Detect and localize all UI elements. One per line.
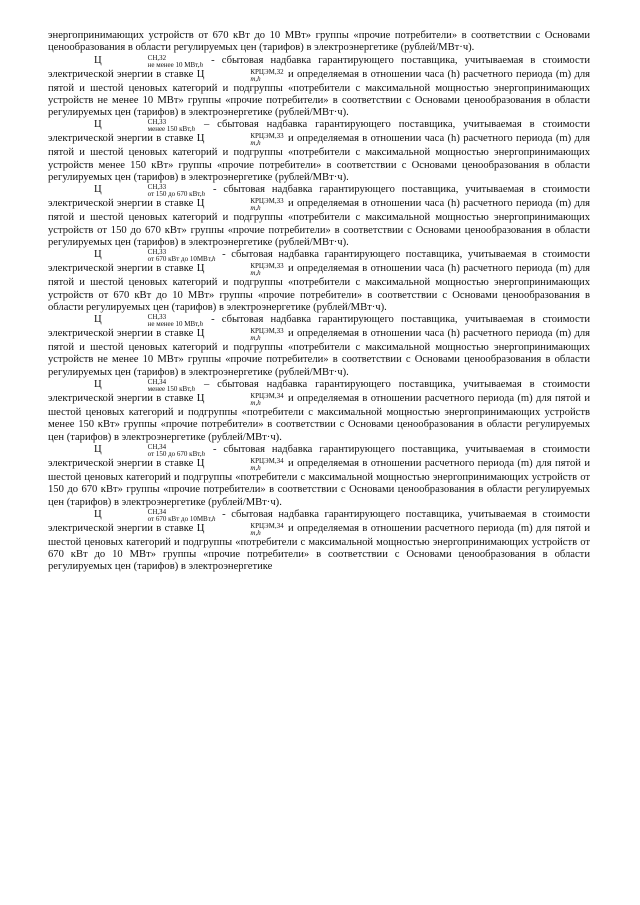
symbol-subscript-text: от 670 кВт до 10МВт,: [147, 514, 212, 523]
symbol-subscript-text: от 150 до 670 кВт,: [147, 190, 202, 199]
symbol-subscript-italic: h: [201, 449, 206, 458]
symbol-subscript-text: от 150 до 670 кВт,: [147, 449, 202, 458]
stavka-indices: [204, 523, 283, 537]
stavka-indices: [204, 263, 283, 277]
definition-tail: и определяемая в отношении расчетного периода (m) для пятой и шестой ценовых категорий и подгруппы «потребители с максимальной мощностью энергопринимающих устройств от 150 до 670 кВт» группы «прочие потребители» в соответствии с Основами ценообразования в области регулируемых цен (тарифов) в электроэнергетике (рублей/МВт·ч).: [48, 457, 590, 508]
stavka-letter: Ц: [196, 198, 205, 210]
symbol-subscript-italic: h: [199, 320, 203, 329]
definition-lead: – сбытовая надбавка гарантирующего поставщика, учитываемая в стоимости: [203, 119, 590, 131]
stavka-prefix: электрической энергии в ставке: [48, 263, 194, 275]
symbol-letter: Ц: [94, 184, 102, 196]
stavka-letter: Ц: [196, 457, 205, 469]
stavka-superscript: КРЦЭМ,З3: [250, 327, 284, 336]
symbol-subscript: [102, 451, 205, 458]
definition-tail: и определяемая в отношении часа (h) расчетного периода (m) для пятой и шестой ценовых категорий и подгруппы «потребители с максимальной мощностью энергопринимающих устройств от 150 до 670 кВт» группы «прочие потребители» в соответствии с Основами ценообразования в области регулируемых цен (тарифов) в электроэнергетике (рублей/МВт·ч).: [48, 198, 591, 248]
stavka-subscript: m,h: [250, 74, 261, 83]
definition-paragraph: [48, 444, 590, 509]
definition-tail: и определяемая в отношении часа (h) расчетного периода (m) для пятой и шестой ценовых категорий и подгруппы «потребители с максимальной мощностью энергопринимающих устройств не менее 10 МВт» группы «прочие потребители» в соответствии с Основами ценообразования в области регулируемых цен (тарифов) в электроэнергетике (рублей/МВт·ч).: [48, 328, 591, 378]
stavka-prefix: электрической энергии в ставке: [48, 457, 194, 469]
symbol-superscript: СН,З4: [147, 442, 167, 451]
definition-lead: – сбытовая надбавка гарантирующего поставщика, учитываемая в стоимости: [203, 379, 590, 391]
stavka-letter: Ц: [196, 522, 205, 534]
definition-paragraph: [48, 119, 590, 184]
symbol-subscript-text: не менее 10 МВт,: [147, 60, 200, 69]
symbol-superscript: СН,З4: [147, 507, 167, 516]
symbol-subscript-italic: h: [191, 385, 196, 394]
symbol-letter: Ц: [94, 119, 102, 131]
symbol-superscript: СН,З4: [147, 378, 167, 387]
stavka-superscript: КРЦЭМ,З3: [250, 262, 284, 271]
symbol-subscript-text: менее 150 кВт,: [147, 385, 192, 394]
stavka-indices: [204, 458, 283, 472]
symbol-indices: [102, 509, 216, 523]
stavka-prefix: электрической энергии в ставке: [48, 522, 194, 534]
symbol-subscript-text: менее 150 кВт,: [147, 125, 192, 134]
definition-tail: и определяемая в отношении расчетного периода (m) для пятой и шестой ценовых категорий и подгруппы «потребители с максимальной мощностью энергопринимающих устройств от 670 кВт до 10 МВт» группы «прочие потребители» в соответствии с Основами ценообразования в области регулируемых цен (тарифов) в электроэнергетике: [48, 522, 590, 573]
stavka-subscript: m,h: [250, 399, 261, 408]
definition-lead: - сбытовая надбавка гарантирующего поставщика, учитываемая в стоимости: [212, 443, 590, 455]
stavka-superscript: КРЦЭМ,З3: [250, 197, 284, 206]
stavka-letter: Ц: [196, 263, 205, 275]
symbol-indices: [102, 249, 216, 263]
definition-paragraph: [48, 509, 590, 574]
symbol-subscript: [102, 62, 203, 69]
stavka-superscript: КРЦЭМ,З4: [250, 521, 284, 530]
definition-tail: и определяемая в отношении расчетного периода (m) для пятой и шестой ценовых категорий и подгруппы «потребители с максимальной мощностью энергопринимающих устройств менее 150 кВт» группы «прочие потребители» в соответствии с Основами ценообразования в области регулируемых цен (тарифов) в электроэнергетике (рублей/МВт·ч).: [48, 393, 590, 443]
symbol-superscript: СН,З3: [147, 248, 167, 257]
symbol-indices: [102, 314, 203, 328]
symbol-indices: [102, 184, 205, 198]
symbol-superscript: СН,З3: [147, 313, 167, 322]
definition-tail: и определяемая в отношении часа (h) расчетного периода (m) для пятой и шестой ценовых категорий и подгруппы «потребители с максимальной мощностью энергопринимающих устройств от 670 кВт до 10 МВт» группы «прочие потребители» в соответствии с Основами ценообразования в области регулируемых цен (тарифов) в электроэнергетике (рублей/МВт·ч).: [48, 263, 591, 313]
stavka-superscript: КРЦЭМ,З4: [250, 456, 284, 465]
definition-lead: - сбытовая надбавка гарантирующего поставщика, учитываемая в стоимости: [222, 249, 590, 261]
stavka-subscript: m,h: [250, 204, 261, 213]
stavka-prefix: электрической энергии в ставке: [48, 68, 194, 80]
symbol-indices: [102, 119, 195, 133]
symbol-letter: Ц: [94, 314, 102, 326]
definition-tail: и определяемая в отношении часа (h) расчетного периода (m) для пятой и шестой ценовых категорий и подгруппы «потребители с максимальной мощностью энергопринимающих устройств не менее 10 МВт» группы «прочие потребители» в соответствии с Основами ценообразования в области регулируемых цен (тарифов) в электроэнергетике (рублей/МВт·ч).: [48, 68, 591, 119]
symbol-subscript: [102, 516, 216, 523]
stavka-indices: [204, 133, 283, 147]
symbol-subscript-italic: h: [191, 125, 196, 134]
definition-paragraph: [48, 249, 590, 314]
stavka-indices: [204, 393, 283, 407]
symbol-letter: Ц: [94, 508, 102, 520]
stavka-subscript: m,h: [250, 269, 261, 278]
definition-lead: - сбытовая надбавка гарантирующего поставщика, учитываемая в стоимости: [222, 508, 590, 520]
definition-paragraph: [48, 184, 590, 249]
stavka-subscript: m,h: [250, 463, 261, 472]
definition-paragraph: [48, 379, 590, 444]
symbol-letter: Ц: [94, 443, 102, 455]
stavka-indices: [204, 198, 283, 212]
symbol-subscript-italic: h: [201, 190, 206, 199]
definition-tail: и определяемая в отношении часа (h) расчетного периода (m) для пятой и шестой ценовых категорий и подгруппы «потребители с максимальной мощностью энергопринимающих устройств менее 150 кВт» группы «прочие потребители» в соответствии с Основами ценообразования в области регулируемых цен (тарифов) в электроэнергетике (рублей/МВт·ч).: [48, 133, 591, 184]
definition-lead: - сбытовая надбавка гарантирующего поставщика, учитываемая в стоимости: [212, 184, 590, 196]
stavka-prefix: электрической энергии в ставке: [48, 393, 194, 405]
stavka-letter: Ц: [196, 68, 205, 80]
stavka-subscript: m,h: [250, 139, 261, 148]
definition-lead: - сбытовая надбавка гарантирующего поставщика, учитываемая в стоимости: [211, 54, 590, 66]
continuation-paragraph: энергопринимающих устройств от 670 кВт до 10 МВт» группы «прочие потребители» в соответствии с Основами ценообразования в области регулируемых цен (тарифов) в электроэнергетике (рублей/МВт·ч).: [48, 30, 590, 54]
stavka-letter: Ц: [196, 133, 205, 145]
symbol-subscript-italic: h: [212, 255, 216, 264]
symbol-subscript-italic: h: [199, 60, 203, 69]
stavka-letter: Ц: [196, 393, 205, 405]
symbol-indices: [102, 379, 195, 393]
symbol-superscript: СН,З3: [147, 118, 167, 127]
symbol-subscript-italic: h: [212, 514, 216, 523]
stavka-superscript: КРЦЭМ,З2: [250, 67, 284, 76]
symbol-indices: [102, 55, 203, 69]
stavka-superscript: КРЦЭМ,З3: [250, 132, 284, 141]
stavka-prefix: электрической энергии в ставке: [48, 133, 194, 145]
symbol-letter: Ц: [94, 379, 102, 391]
stavka-indices: [204, 328, 283, 342]
definition-paragraph: [48, 314, 590, 379]
symbol-letter: Ц: [94, 54, 102, 66]
symbol-subscript-text: не менее 10 МВт,: [147, 320, 200, 329]
symbol-superscript: СН,З2: [147, 53, 167, 62]
symbol-subscript: [102, 386, 195, 393]
symbol-indices: [102, 444, 205, 458]
stavka-subscript: m,h: [250, 528, 261, 537]
definitions-list: [48, 55, 590, 574]
stavka-prefix: электрической энергии в ставке: [48, 198, 194, 210]
definition-lead: - сбытовая надбавка гарантирующего поставщика, учитываемая в стоимости: [211, 314, 590, 326]
definition-paragraph: [48, 55, 590, 120]
symbol-subscript-text: от 670 кВт до 10МВт,: [147, 255, 212, 264]
symbol-superscript: СН,З3: [147, 183, 167, 192]
stavka-letter: Ц: [196, 328, 205, 340]
symbol-letter: Ц: [94, 249, 102, 261]
stavka-superscript: КРЦЭМ,З4: [250, 392, 284, 401]
stavka-subscript: m,h: [250, 334, 261, 343]
stavka-prefix: электрической энергии в ставке: [48, 328, 194, 340]
stavka-indices: [204, 69, 283, 83]
